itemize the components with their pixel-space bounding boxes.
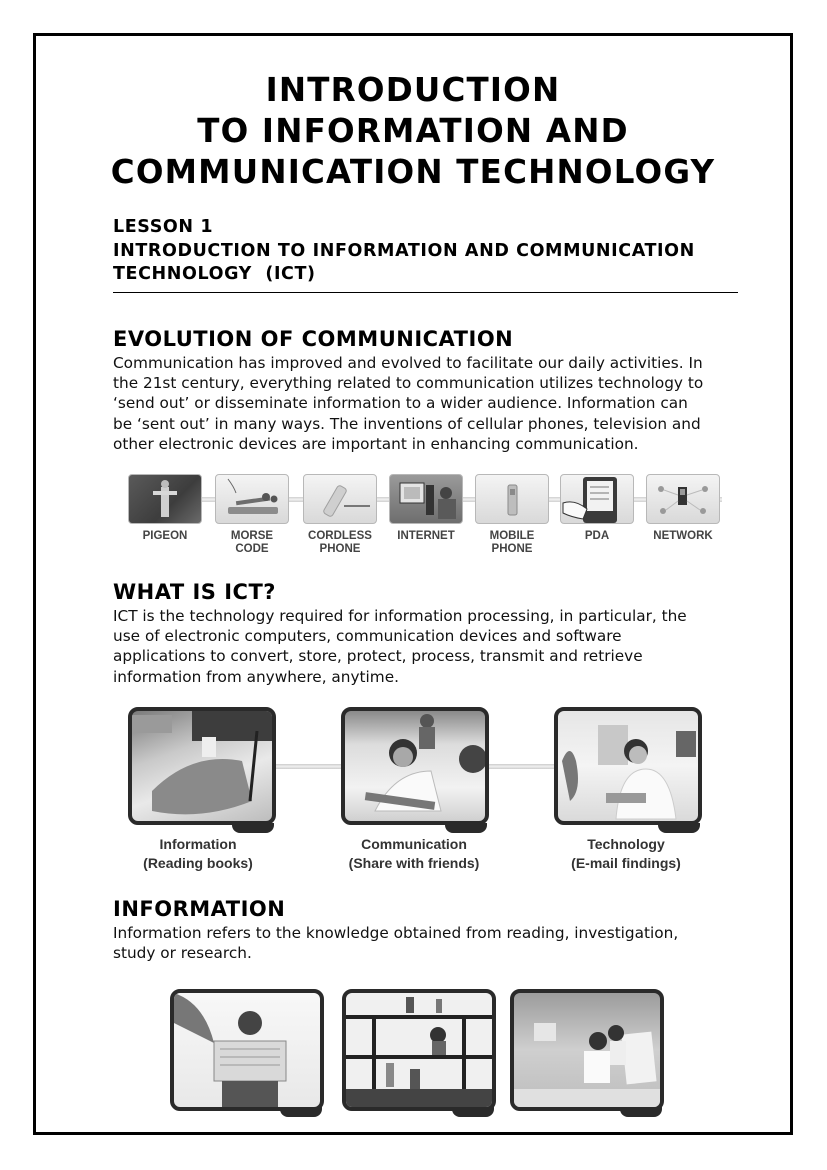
caption-title: Communication (361, 836, 467, 852)
communication-evolution-timeline (128, 474, 722, 564)
paragraph-line: other electronic devices are important in enhancing communication. (113, 434, 639, 453)
computer-user-photo-icon (389, 474, 463, 524)
divider (113, 292, 738, 293)
caption-title: Information (159, 836, 237, 852)
timeline-item-cordless-phone (303, 474, 377, 556)
mobile-phone-photo-icon (475, 474, 549, 524)
caption-title: Technology (587, 836, 665, 852)
paragraph-line: ‘send out’ or disseminate information to a wider audience. Information can (113, 394, 688, 413)
paragraph-line: Communication has improved and evolved to facilitate our daily activities. In (113, 354, 703, 372)
caption-subtitle: (E-mail findings) (571, 855, 681, 871)
timeline-item-internet (389, 474, 463, 543)
photo-frame-tab (658, 823, 700, 833)
caption-subtitle: (Share with friends) (348, 855, 480, 871)
timeline-label: CODE (235, 543, 269, 555)
photo-frame-tab (445, 823, 487, 833)
timeline-label: MOBILE (489, 530, 535, 542)
ict-paragraph (113, 606, 773, 687)
timeline-label: PHONE (491, 543, 533, 555)
timeline-item-morse-code (215, 474, 289, 556)
morse-key-photo-icon (215, 474, 289, 524)
evolution-heading: EVOLUTION OF COMMUNICATION (113, 327, 514, 351)
timeline-label: PIGEON (142, 530, 188, 542)
pda-photo-icon (560, 474, 634, 524)
timeline-label: MORSE (230, 530, 274, 542)
pigeon-photo-icon (128, 474, 202, 524)
timeline-label: INTERNET (397, 530, 455, 542)
ict-heading: WHAT IS ICT? (113, 580, 276, 604)
timeline-label: PHONE (319, 543, 361, 555)
information-paragraph (113, 923, 773, 963)
caption-communication (324, 835, 504, 873)
photo-frame-tab (620, 1107, 662, 1117)
paragraph-line: use of electronic computers, communication devices and software (113, 627, 622, 646)
reading-books-photo-icon (128, 707, 276, 825)
network-photo-icon (646, 474, 720, 524)
timeline-item-mobile-phone (475, 474, 549, 556)
photo-frame-tab (452, 1107, 494, 1117)
timeline-label: CORDLESS (308, 530, 372, 542)
computer-lab-photo-icon (510, 989, 664, 1111)
lesson-header (113, 216, 695, 287)
paragraph-line: ICT is the technology required for information processing, in particular, the (113, 607, 687, 625)
sharing-friends-photo-icon (341, 707, 489, 825)
caption-technology (536, 835, 716, 873)
email-findings-photo-icon (554, 707, 702, 825)
lesson-number: LESSON 1 (113, 217, 214, 237)
lesson-title-line-1: INTRODUCTION TO INFORMATION AND COMMUNICATION (113, 240, 695, 261)
newspaper-reader-photo-icon (170, 989, 324, 1111)
information-heading: INFORMATION (113, 897, 286, 921)
paragraph-line: Information refers to the knowledge obtained from reading, investigation, (113, 924, 679, 942)
information-photos (170, 989, 670, 1119)
paragraph-line: applications to convert, store, protect, process, transmit and retrieve (113, 647, 643, 666)
evolution-paragraph (113, 353, 773, 454)
caption-information (108, 835, 288, 873)
photo-frame-tab (232, 823, 274, 833)
paragraph-line: information from anywhere, anytime. (113, 667, 399, 686)
timeline-item-network (646, 474, 720, 543)
timeline-label: PDA (584, 530, 610, 542)
caption-subtitle: (Reading books) (143, 855, 253, 871)
title-line-3: COMMUNICATION TECHNOLOGY (110, 153, 716, 191)
timeline-item-pda (560, 474, 634, 543)
page-title (36, 70, 790, 193)
title-line-2: TO INFORMATION AND (197, 112, 629, 150)
timeline-label: NETWORK (653, 530, 713, 542)
paragraph-line: the 21st century, everything related to communication utilizes technology to (113, 374, 704, 393)
cordless-phone-photo-icon (303, 474, 377, 524)
title-line-1: INTRODUCTION (265, 71, 561, 109)
paragraph-line: be ‘sent out’ in many ways. The inventions of cellular phones, television and (113, 414, 701, 433)
lesson-title-line-2: TECHNOLOGY (ICT) (113, 264, 316, 284)
laboratory-photo-icon (342, 989, 496, 1111)
timeline-item-pigeon (128, 474, 202, 543)
paragraph-line: study or research. (113, 944, 252, 963)
ict-components-diagram (128, 707, 708, 877)
photo-frame-tab (280, 1107, 322, 1117)
